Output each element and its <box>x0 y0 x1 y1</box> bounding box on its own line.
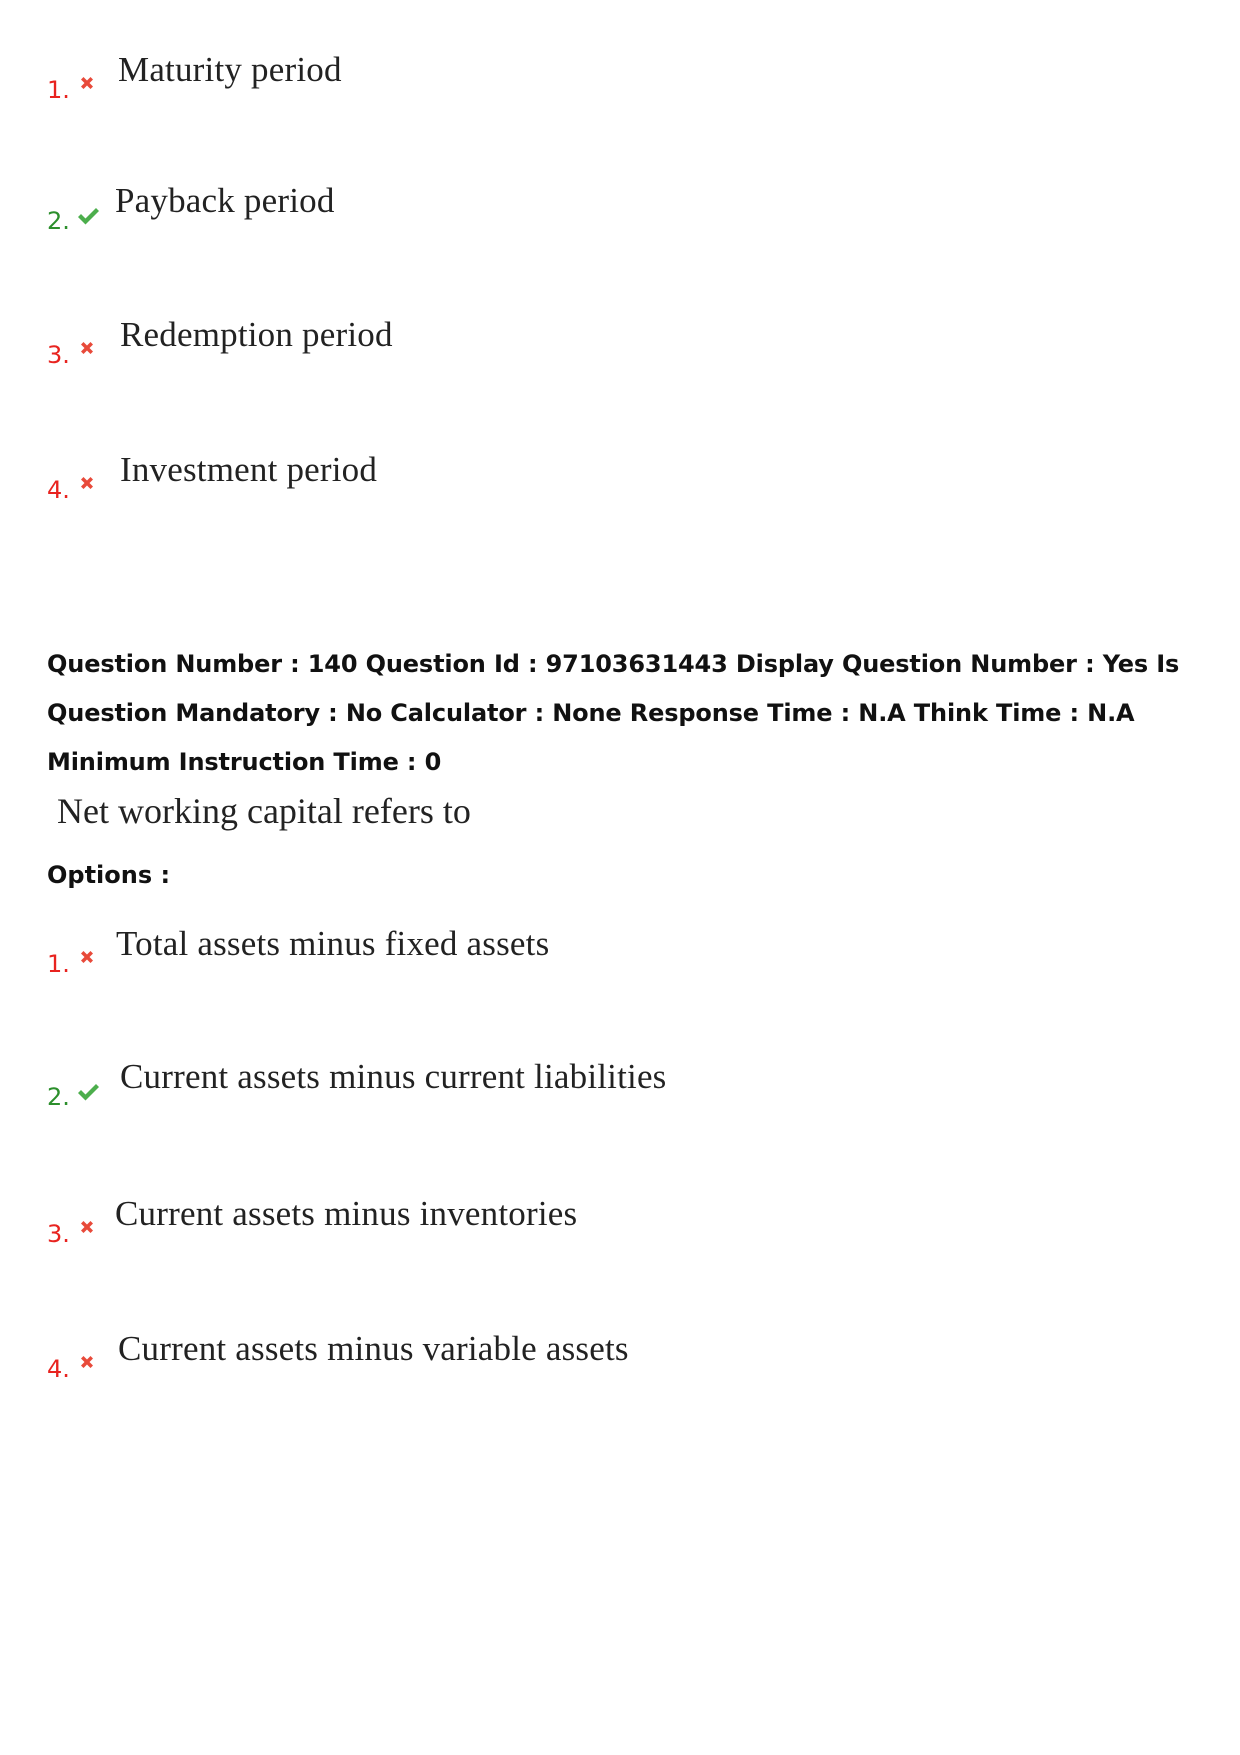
option-1 <box>0 924 1000 984</box>
prev-option-4 <box>0 450 1000 510</box>
option-text: Current assets minus inventories <box>115 1194 578 1233</box>
check-icon <box>76 205 98 227</box>
option-text: Current assets minus variable assets <box>118 1329 629 1368</box>
option-text: Current assets minus current liabilities <box>120 1057 667 1096</box>
options-label: Options : <box>47 861 171 889</box>
cross-icon <box>78 1353 100 1375</box>
option-text: Maturity period <box>118 50 342 89</box>
option-number: 4. <box>47 1355 70 1383</box>
option-number: 3. <box>47 1220 70 1248</box>
cross-icon <box>78 948 100 970</box>
prev-option-3 <box>0 315 1000 375</box>
prev-option-1 <box>0 50 1000 110</box>
option-text: Investment period <box>120 450 378 489</box>
option-number: 4. <box>47 476 70 504</box>
question-metadata: Question Number : 140 Question Id : 97103631443 Display Question Number : Yes Is Question Mandatory : No Calculator : None Response Time : N.A Think Time : N.A Minimum Instruction Time : 0 <box>47 650 1180 776</box>
option-number: 3. <box>47 341 70 369</box>
option-number: 2. <box>47 1083 70 1111</box>
option-text: Redemption period <box>120 315 393 354</box>
option-number: 1. <box>47 76 70 104</box>
option-text: Payback period <box>115 181 335 220</box>
option-2 <box>0 1057 1000 1117</box>
cross-icon <box>78 74 100 96</box>
cross-icon <box>78 339 100 361</box>
check-icon <box>76 1081 98 1103</box>
option-3 <box>0 1194 1000 1254</box>
prev-option-2 <box>0 181 1000 241</box>
cross-icon <box>78 474 100 496</box>
option-number: 1. <box>47 950 70 978</box>
option-text: Total assets minus fixed assets <box>116 924 550 963</box>
question-stem: Net working capital refers to <box>57 791 471 831</box>
option-number: 2. <box>47 207 70 235</box>
cross-icon <box>78 1218 100 1240</box>
option-4 <box>0 1329 1000 1389</box>
